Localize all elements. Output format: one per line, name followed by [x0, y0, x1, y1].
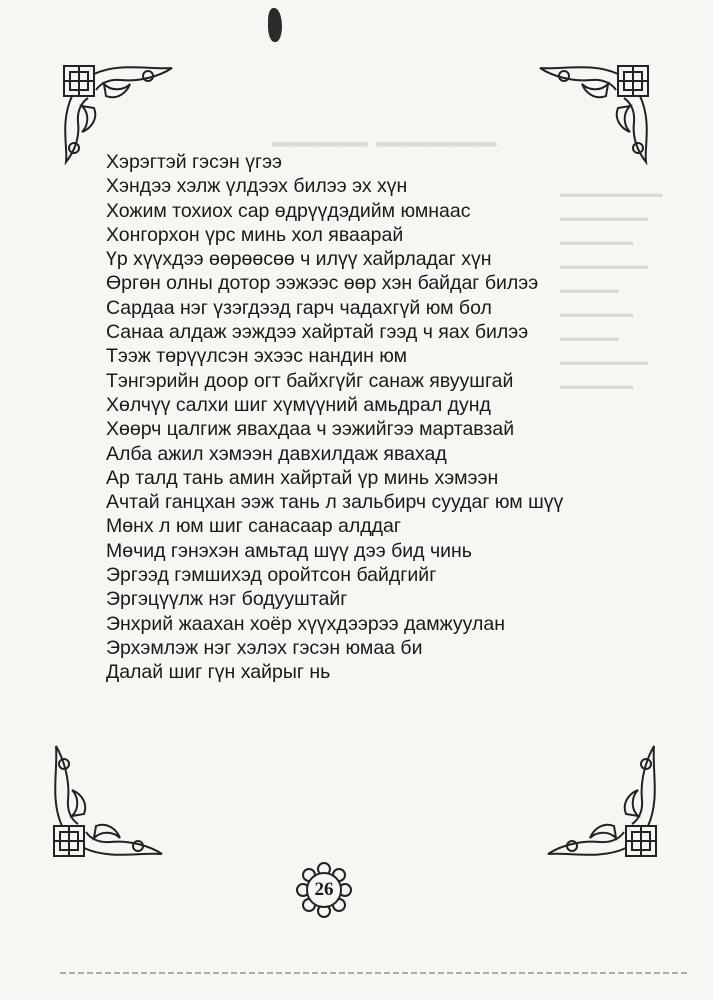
poem-line: Хэндээ хэлж үлдээх билээ эх хүн: [106, 175, 408, 198]
poem-line: Хөлчүү салхи шиг хүмүүний амьдрал дунд: [106, 393, 491, 416]
poem-line: Хожим тохиох сар өдрүүдэдийм юмнаас: [106, 199, 471, 222]
poem-line: Сардаа нэг үзэгдээд гарч чадахгүй юм бол: [106, 296, 492, 319]
poem-line: Эрхэмлэж нэг хэлэх гэсэн юмаа би: [106, 636, 423, 659]
poem-line: Хонгорхон үрс минь хол яваарай: [106, 223, 404, 246]
poem-line: Эргээд гэмшихэд оройтсон байдгийг: [106, 564, 437, 587]
show-through-text: ▁▁▁▁▁▁▁ ▁▁▁▁▁▁ ▁▁▁▁▁ ▁▁▁▁▁▁ ▁▁▁▁ ▁▁▁▁▁ ▁▁▁▁ ▁▁▁▁▁▁ ▁▁▁▁▁: [560, 176, 663, 389]
poem-line: Санаа алдаж ээждээ хайртай гээд ч яах билээ: [106, 321, 529, 344]
poem-line: Мөчид гэнэхэн амьтад шүү дээ бид чинь: [106, 539, 472, 562]
show-through-title: ▁▁▁▁ ▁▁▁▁▁: [272, 113, 498, 146]
page-number-badge: [294, 860, 354, 920]
poem-line: Далай шиг гүн хайрыг нь: [106, 661, 331, 684]
corner-ornament-bottom-right: [540, 740, 660, 860]
bottom-edge-line: [60, 972, 690, 974]
poem-line: Тэнгэрийн доор огт байхгүйг санаж явуушгай: [106, 369, 514, 392]
knot-scroll-corner-icon: [540, 740, 660, 860]
poem-line: Ар талд тань амин хайртай үр минь хэмээн: [106, 466, 499, 489]
poem-line: Эргэцүүлж нэг бодууштайг: [106, 588, 348, 611]
poem-text: [106, 150, 626, 685]
poem-line: Тээж төрүүлсэн эхээс нандин юм: [106, 345, 408, 368]
poem-line: Алба ажил хэмээн давхилдаж явахад: [106, 442, 447, 465]
poem-line: Үр хүүхдээ өөрөөсөө ч илүү хайрладаг хүн: [106, 248, 492, 271]
poem-line: Энхрий жаахан хоёр хүүхдээрээ дамжуулан: [106, 612, 505, 635]
poem-line: Хэрэгтэй гэсэн үгээ: [106, 151, 282, 173]
page-number: 26: [314, 879, 334, 900]
poem-line: Ачтай ганцхан ээж тань л зальбирч суудаг юм шүү: [106, 491, 564, 514]
scan-speck: [268, 8, 282, 42]
poem-line: Өргөн олны дотор ээжээс өөр хэн байдаг билээ: [106, 272, 539, 295]
poem-line: Мөнх л юм шиг санасаар алддаг: [106, 515, 401, 538]
poem-line: Хөөрч цалгиж явахдаа ч ээжийгээ мартавзай: [106, 418, 515, 441]
corner-ornament-bottom-left: [50, 740, 170, 860]
knot-scroll-corner-icon: [50, 740, 170, 860]
